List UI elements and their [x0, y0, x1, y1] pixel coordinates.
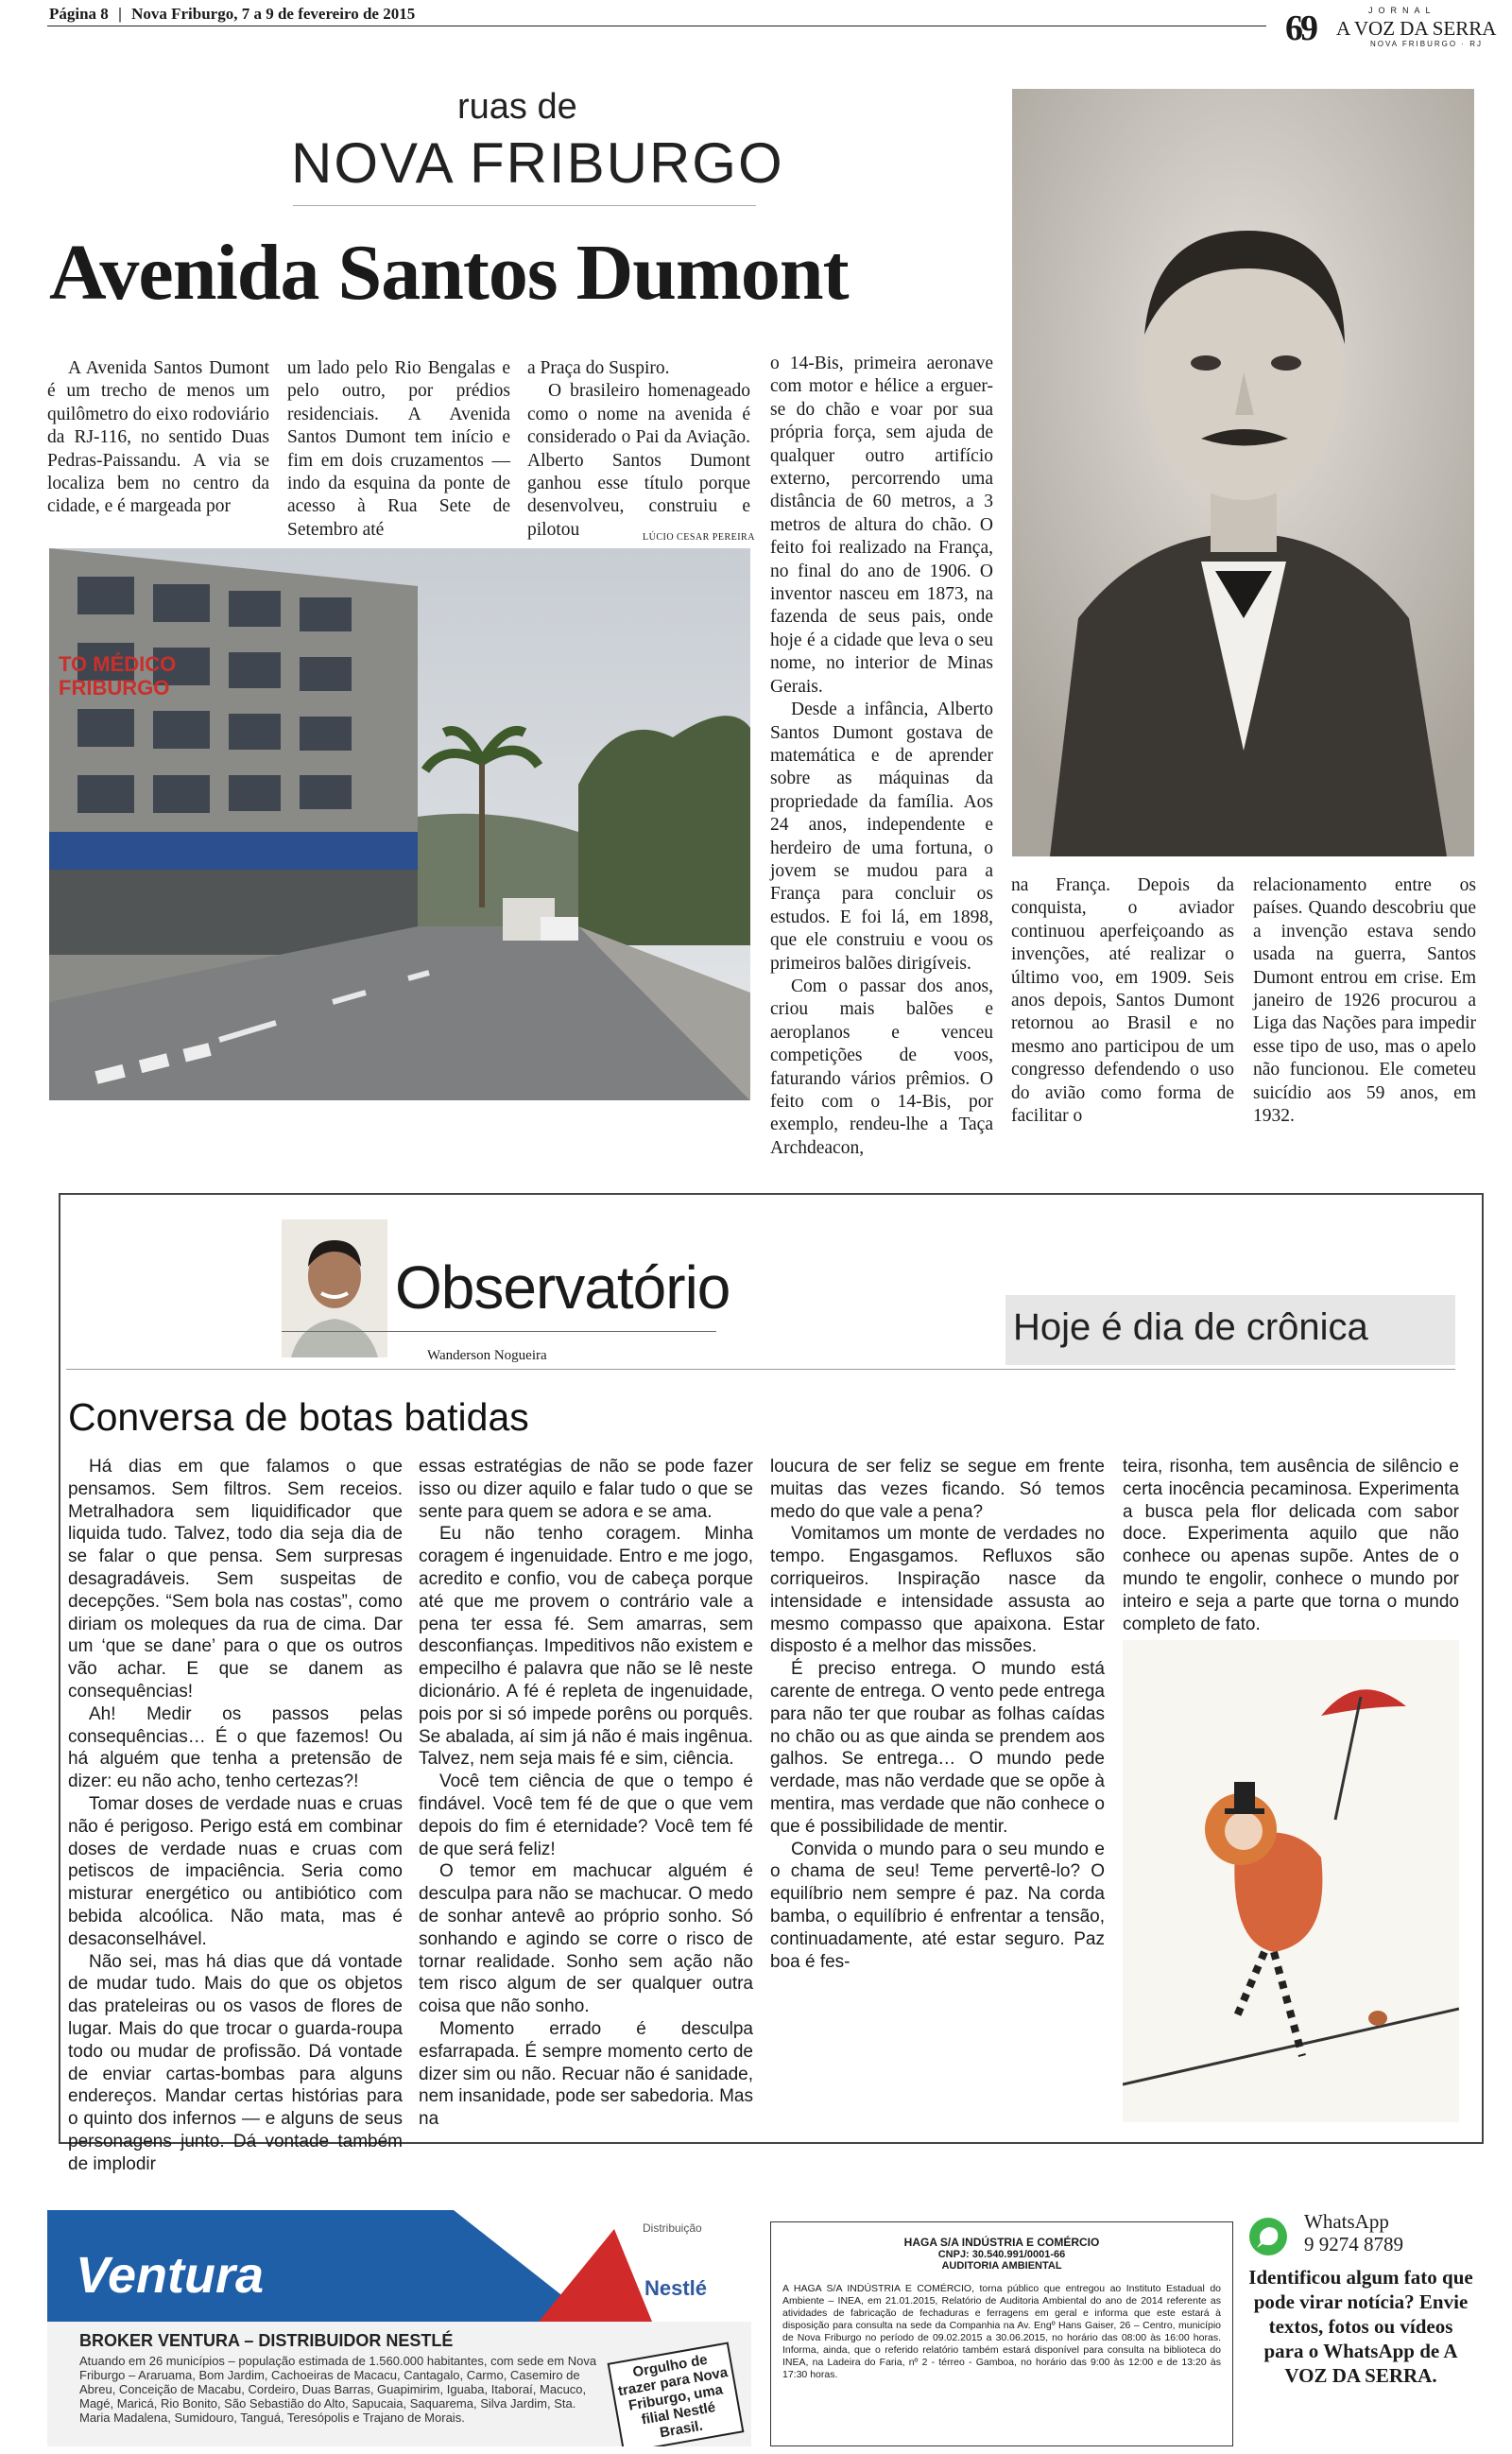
header-separator: |: [118, 5, 122, 23]
logo-name: A VOZ DA SERRA: [1336, 17, 1497, 40]
paragraph: Momento errado é desculpa esfarrapada. É sempre momento certo de dizer sim ou não. Recuar não é sanidade, nem insanidade, pode ser sabedoria. Mas na: [419, 2018, 753, 2130]
paragraph: O temor em machucar alguém é desculpa para não se machucar. O medo de sonhar antevê ao próprio sonho. Só sonhando e agindo se corre o risco de tornar realidade. Sonho sem ação não tem risco algum de ser qualquer outra coisa que não sonho.: [419, 1861, 753, 2017]
logo-small: JORNAL: [1368, 6, 1436, 15]
street-sign-text-2: FRIBURGO: [59, 676, 170, 700]
inea-title: AUDITORIA AMBIENTAL: [941, 2260, 1062, 2272]
paragraph: a Praça do Suspiro.: [527, 358, 670, 378]
nestle-stamp: Orgulho de trazer para Nova Friburgo, uma filial Nestlé Brasil.: [608, 2342, 745, 2446]
page-header-info: [49, 5, 415, 24]
ventura-brand: Ventura: [76, 2247, 265, 2304]
paragraph: loucura de ser feliz se segue em frente muitas das vezes ficando. Só temos medo do que vale a pena?: [770, 1457, 1105, 1522]
page-number: Página 8: [49, 5, 109, 23]
column-author: Wanderson Nogueira: [427, 1348, 547, 1363]
paragraph: o 14-Bis, primeira aeronave com motor e hélice a erguer-se do chão e voar por sua própria força, sem ajuda de qualquer outro artifício externo, percorrendo uma distância de 60 metros, a 3 metros de altura do chão. O feito foi realizado na França, no final do ano de 1906. O inventor nasceu em 1873, na fazenda de seus pais, onde hoje é a cidade que leva o seu nome, no interior de Minas Gerais.: [770, 354, 993, 697]
whatsapp-number: 9 9274 8789: [1304, 2233, 1403, 2255]
column-rule: [66, 1369, 1455, 1370]
inea-notice: [770, 2221, 1233, 2446]
section-kicker: ruas de: [457, 87, 577, 127]
ventura-dist-label: Distribuição: [643, 2221, 702, 2235]
logo-number: 69: [1285, 9, 1315, 48]
paragraph: Eu não tenho coragem. Minha coragem é ingenuidade. Entro e me jogo, acredito e confio, vou de cabeça porque até que me provem o contrário vale a pena ter essa fé. Sem amarras, sem desconfianças. Impeditivos não existem e empecilho é palavra que não se lê neste dicionário. A fé é repleta de ingenuidade, pois por si só impede porêns ou porquês. Se abalada, aí sim já não é mais ingênua. Talvez, nem seja mais fé e sim, ciência.: [419, 1524, 753, 1770]
whatsapp-label: WhatsApp: [1304, 2210, 1389, 2233]
author-photo: [282, 1219, 387, 1357]
whatsapp-icon: [1247, 2216, 1289, 2257]
logo-sub: NOVA FRIBURGO · RJ: [1370, 40, 1483, 48]
chronicle-column-1: [68, 1456, 403, 2176]
paragraph: Vomitamos um monte de verdades no tempo. Engasgamos. Refluxos são corriqueiros. Inspiração nasce da intensidade e intensidade assusta ao mesmo compasso que apaixona. Estar disposto é a melhor das missões.: [770, 1524, 1105, 1657]
paragraph: na França. Depois da conquista, o aviador continuou aperfeiçoando as invenções, até realizar o último voo, em 1909. Seis anos depois, Santos Dumont retornou ao Brasil e no mesmo ano participou de um congresso defendendo o uso do avião como forma de facilitar o: [1011, 875, 1234, 1127]
article-column-4: [770, 353, 993, 1160]
article-column-6: [1253, 874, 1476, 1128]
paragraph: Tomar doses de verdade nuas e cruas não é perigoso. Perigo está em combinar doses de verdade nuas e cruas com petiscos de impaciência. Seria como misturar energético ou antibiótico com bebida alcoólica. Não mata, mas é desaconselhável.: [68, 1793, 403, 1949]
paragraph: É preciso entrega. O mundo está carente de entrega. O vento pede entrega para não ter que roubar as folhas caídas no chão ou as que ainda se prendem aos galhos. Se entrega… O mundo pede verdade, mas não verdade que se opõe à mentira, mas verdade que não conhece o que é possibilidade de mentir.: [770, 1659, 1105, 1837]
inea-cnpj: CNPJ: 30.540.991/0001-66: [937, 2249, 1066, 2260]
nestle-logo-text: Nestlé: [644, 2276, 708, 2300]
article-headline: Avenida Santos Dumont: [49, 229, 849, 317]
street-photo: [49, 548, 750, 1100]
santos-dumont-portrait: [1012, 89, 1474, 856]
paragraph: Ah! Medir os passos pelas consequências… É o que fazemos! Ou há alguém que tenha a pretensão de dizer: eu não acho, tenho certezas?!: [68, 1703, 403, 1792]
author-photo-illustration: [282, 1219, 387, 1357]
article-column-5: [1011, 874, 1234, 1128]
article-column-2: [287, 357, 510, 542]
ventura-text: Atuando em 26 municípios – população estimada de 1.560.000 habitantes, com sede em Nova Friburgo – Araruama, Bom Jardim, Cachoeiras de Macacu, Cantagalo, Carmo, Casemiro de Abreu, Conceição de Macabu, Cordeiro, Duas Barras, Guapimirim, Iguaba, Itaboraí, Macuco, Magé, Maricá, Rio Bonito, São Sebastião do Alto, Sapucaia, Saquarema, Silva Jardim, Sta. Maria Madalena, Sumidouro, Tanguá, Teresópolis e Trajano de Morais.: [79, 2354, 597, 2425]
whatsapp-text: Identificou algum fato que pode virar notícia? Envie textos, fotos ou vídeos para o WhatsApp de A VOZ DA SERRA.: [1248, 2266, 1473, 2387]
paragraph: relacionamento entre os países. Quando descobriu que a invenção estava sendo usada na guerra, Santos Dumont entrou em crise. Em janeiro de 1926 procurou a Liga das Nações para impedir esse tipo de uso, mas o apelo não funcionou. Ele cometeu suicídio aos 59 anos, em 1932.: [1253, 875, 1476, 1127]
article-column-1: [47, 357, 269, 519]
chronicle-headline: Conversa de botas batidas: [68, 1395, 529, 1439]
ventura-ad[interactable]: [47, 2210, 751, 2446]
paragraph: teira, risonha, tem ausência de silêncio e certa inocência pecaminosa. Experimenta a busca pela flor delicada com sabor doce. Experimenta aquilo que não conhece ou apenas supõe. Antes de o mundo te engolir, conhece o mundo por inteiro e seja a parte que torna o mundo completo de fato.: [1123, 1457, 1459, 1634]
paragraph: essas estratégias de não se pode fazer isso ou dizer aquilo e falar tudo o que se sente para quem se adora e se ama.: [419, 1457, 753, 1522]
paragraph: Com o passar dos anos, criou mais balões e aeroplanos e venceu competições de voos, faturando vários prêmios. O feito com o 14-Bis, por exemplo, rendeu-lhe a Taça Archdeacon,: [770, 976, 993, 1158]
tagline: Hoje é dia de crônica: [1013, 1306, 1368, 1348]
paragraph: Você tem ciência de que o tempo é findável. Você tem fé de que o que vem depois do fim é eternidade? Você tem fé de que será feliz!: [419, 1771, 753, 1859]
ventura-title: BROKER VENTURA – DISTRIBUIDOR NESTLÉ: [79, 2331, 454, 2350]
chronicle-column-3: [770, 1456, 1105, 1973]
portrait-illustration: [1012, 89, 1474, 856]
chronicle-column-2: [419, 1456, 753, 2131]
paragraph: Desde a infância, Alberto Santos Dumont gostava de matemática e de aprender sobre as máquinas da propriedade da família. Aos 24 anos, independente e herdeiro de uma fortuna, o jovem se mudou para a França para concluir os estudos. E foi lá, em 1898, que ele construiu e voou os primeiros balões dirigíveis.: [770, 700, 993, 974]
section-rule: [293, 205, 756, 206]
chronicle-column-4: [1123, 1456, 1459, 1635]
section-title: NOVA FRIBURGO: [291, 131, 784, 195]
column-title-rule: [282, 1331, 716, 1332]
article-column-3: [527, 357, 750, 542]
paragraph: Há dias em que falamos o que pensamos. Sem filtros. Sem receios. Metralhadora sem liquidificador que liquida tudo. Talvez, todo dia seja dia de se falar o que pensa. Sem surpresas desagradáveis. Sem suspeitas de decepções. “Sem bola nas costas”, como diriam os moleques da rua de cima. Dar um ‘que se dane’ para o que os outros vão achar. E que se danem as consequências!: [68, 1457, 403, 1702]
street-photo-illustration: [49, 548, 750, 1100]
tightrope-drawing: [1123, 1640, 1459, 2122]
inea-company: HAGA S/A INDÚSTRIA E COMÉRCIO: [903, 2236, 1100, 2249]
paragraph: A Avenida Santos Dumont é um trecho de menos um quilômetro do eixo rodoviário da RJ-116, no sentido Duas Pedras-Paissandu. A via se localiza bem no centro da cidade, e é margeada por: [47, 358, 269, 517]
street-sign-text: TO MÉDICO: [59, 652, 177, 676]
column-title: Observatório: [395, 1253, 730, 1322]
paragraph: um lado pelo Rio Bengalas e pelo outro, por prédios residenciais. A Avenida Santos Dumont tem início e fim em dois cruzamentos — indo da esquina da ponte de acesso à Rua Sete de Setembro até: [287, 358, 510, 540]
tightrope-illustration: [1123, 1640, 1459, 2122]
paragraph: Convida o mundo para o seu mundo e o chama de seu! Teme pervertê-lo? O equilíbrio nem sempre é paz. Na corda bamba, o equilíbrio é enfrentar a tensão, continuadamente, até estar seguro. Paz boa é fes-: [770, 1839, 1105, 1972]
paragraph: Não sei, mas há dias que dá vontade de mudar tudo. Mais do que os objetos das prateleiras ou os vasos de flores de lugar. Mais do que trocar o guarda-roupa todo ou mudar de profissão. Dá vontade de enviar cartas-bombas para alguns endereços. Mandar certas histórias para o quinto dos infernos — e alguns de seus personagens junto. Dá vontade também de implodir: [68, 1951, 403, 2174]
paragraph: O brasileiro homenageado como o nome na avenida é considerado o Pai da Aviação. Alberto Santos Dumont ganhou esse título porque desenvolveu, construiu e pilotou: [527, 381, 750, 540]
inea-body: A HAGA S/A INDÚSTRIA E COMÉRCIO, torna público que entregou ao Instituto Estadual do Ambiente – INEA, em 21.01.2015, Relatório de Auditoria Ambiental do ano de 2014 referente as atividades de fabricação de fechaduras e ferragens em geral e informa que este estará à disposição para consulta na sede da Companhia na Av. Engº Hans Gaiser, 26 – Centro, município de Nova Friburgo no período de 09.02.2015 a 30.06.2015, no horário das 08:00 às 16:00 horas. Informa, ainda, que o referido relatório também estará disponível para consulta na biblioteca do INEA, na Ladeira do Faria, nº 2 - térreo - Gamboa, no horário das 9:00 às 12:00 e de 13:20 às 17:30 horas.: [782, 2283, 1221, 2380]
photo-credit: LÚCIO CESAR PEREIRA: [643, 532, 755, 543]
whatsapp-box[interactable]: [1247, 2210, 1474, 2446]
header-date: Nova Friburgo, 7 a 9 de fevereiro de 2015: [131, 5, 416, 23]
